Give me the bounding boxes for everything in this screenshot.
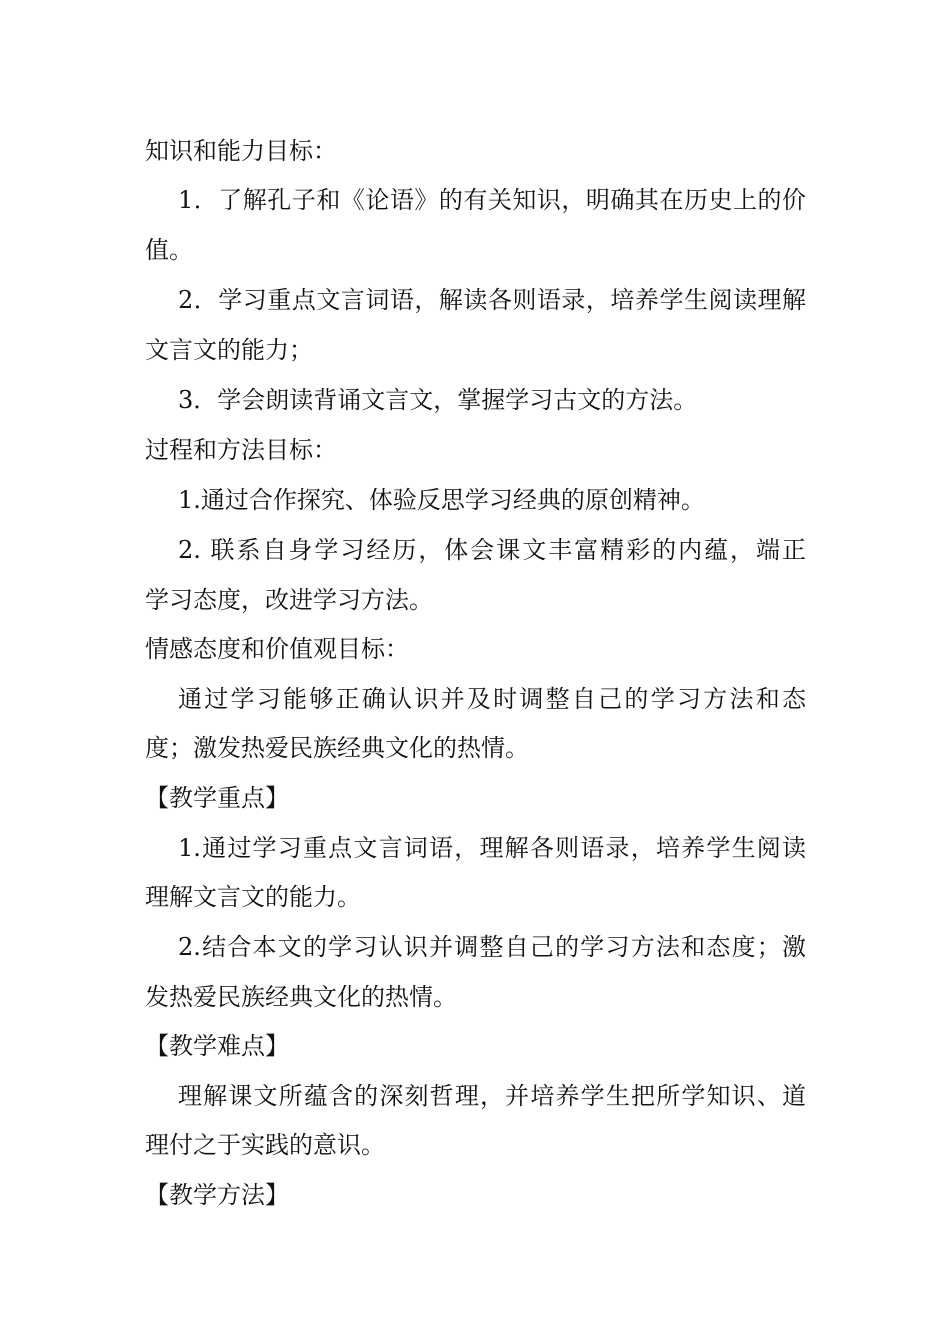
knowledge-ability-heading: 知识和能力目标： bbox=[145, 137, 337, 165]
emotion-text-line-2: 度；激发热爱民族经典文化的热情。 bbox=[145, 734, 529, 762]
process-method-heading: 过程和方法目标： bbox=[145, 436, 337, 464]
process-item-1: 1.通过合作探究、体验反思学习经典的原创精神。 bbox=[178, 486, 705, 514]
emotion-text-line-1: 通过学习能够正确认识并及时调整自己的学习方法和态 bbox=[178, 685, 806, 713]
key-points-heading: 【教学重点】 bbox=[145, 784, 289, 812]
knowledge-item-2-line-1: 2．学习重点文言词语，解读各则语录，培养学生阅读理解 bbox=[178, 286, 806, 314]
process-item-2-line-1: 2. 联系自身学习经历，体会课文丰富精彩的内蕴，端正 bbox=[178, 536, 806, 564]
key-item-1-line-1: 1.通过学习重点文言词语，理解各则语录，培养学生阅读 bbox=[178, 834, 806, 862]
key-item-2-line-2: 发热爱民族经典文化的热情。 bbox=[145, 983, 457, 1011]
knowledge-item-3: 3．学会朗读背诵文言文，掌握学习古文的方法。 bbox=[178, 386, 698, 414]
knowledge-item-1-line-1: 1．了解孔子和《论语》的有关知识，明确其在历史上的价 bbox=[178, 186, 806, 214]
key-item-2-line-1: 2.结合本文的学习认识并调整自己的学习方法和态度；激 bbox=[178, 933, 806, 961]
difficult-text-line-1: 理解课文所蕴含的深刻哲理，并培养学生把所学知识、道 bbox=[178, 1082, 806, 1110]
emotion-values-heading: 情感态度和价值观目标： bbox=[145, 635, 409, 663]
key-item-1-line-2: 理解文言文的能力。 bbox=[145, 883, 361, 911]
knowledge-item-2-line-2: 文言文的能力； bbox=[145, 336, 313, 364]
knowledge-item-1-line-2: 值。 bbox=[145, 236, 193, 264]
process-item-2-line-2: 学习态度，改进学习方法。 bbox=[145, 586, 433, 614]
difficult-points-heading: 【教学难点】 bbox=[145, 1032, 289, 1060]
difficult-text-line-2: 理付之于实践的意识。 bbox=[145, 1131, 385, 1159]
teaching-methods-heading: 【教学方法】 bbox=[145, 1181, 289, 1209]
